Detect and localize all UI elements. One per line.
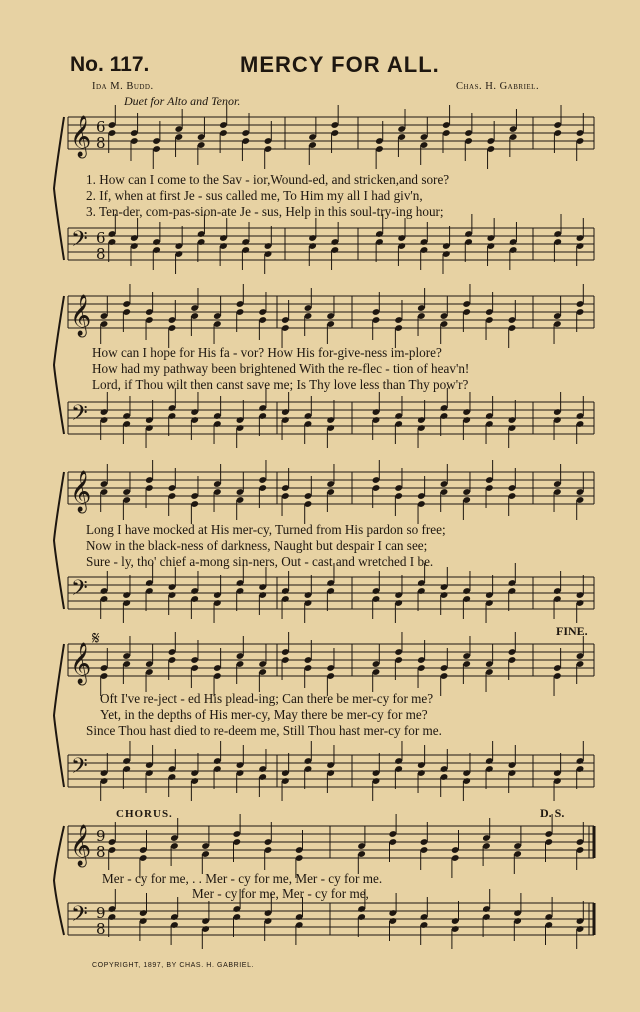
verse-1-line-4: Oft I've re-ject - ed His plead-ing; Can there be mer-cy for me? — [100, 691, 434, 706]
time-signature-denominator: 8 — [96, 843, 106, 861]
system-brace — [54, 117, 64, 260]
composer-credit: Chas. H. Gabriel. — [456, 81, 540, 92]
treble-clef-icon: 𝄞 — [70, 295, 92, 336]
performance-direction: Duet for Alto and Tenor. — [124, 94, 241, 108]
time-signature-numerator: 6 — [96, 118, 106, 136]
verse-1-line-3: Long I have mocked at His mer-cy, Turned from His pardon so free; — [86, 522, 446, 537]
dal-segno-marking: D. S. — [540, 806, 565, 820]
hymn-number: No. 117. — [70, 53, 150, 76]
treble-clef-icon: 𝄞 — [70, 643, 92, 684]
verse-3-line-1: 3. Ten-der, com-pas-sion-ate Je - sus, Help in this soul-try-ing hour; — [86, 204, 444, 219]
treble-clef-icon: 𝄞 — [70, 471, 92, 512]
time-signature-denominator: 8 — [96, 245, 106, 263]
time-signature-denominator: 8 — [96, 134, 106, 152]
verse-3-line-3: Sure - ly, tho' chief a-mong sin-ners, Out - cast and wretched I be. — [86, 554, 434, 569]
lyricist-credit: Ida M. Budd. — [92, 81, 154, 92]
system-brace — [54, 296, 64, 434]
verse-2-line-4: Yet, in the depths of His mer-cy, May there be mer-cy for me? — [100, 707, 428, 722]
hymn-title: MERCY FOR ALL. — [240, 52, 440, 77]
verse-3-line-4: Since Thou hast died to re-deem me, Still Thou hast mer-cy for me. — [86, 723, 442, 738]
bass-clef-icon: 𝄢 — [71, 401, 88, 431]
system-brace — [54, 644, 64, 787]
segno-sign: 𝄋 — [92, 628, 100, 648]
bass-clef-icon: 𝄢 — [71, 754, 88, 784]
time-signature-numerator: 9 — [96, 827, 106, 845]
verse-2-line-1: 2. If, when at first Je - sus called me, To Him my all I had giv'n, — [86, 188, 423, 203]
treble-clef-icon: 𝄞 — [70, 825, 92, 866]
verse-1-line-1: 1. How can I come to the Sav - ior,Wound-ed, and stricken,and sore? — [86, 172, 450, 187]
bass-clef-icon: 𝄢 — [71, 902, 88, 932]
verse-2-line-3: Now in the black-ness of darkness, Naught but despair I can see; — [86, 538, 428, 553]
chorus-label: CHORUS. — [116, 808, 173, 820]
bass-clef-icon: 𝄢 — [71, 576, 88, 606]
system-brace — [54, 826, 64, 935]
copyright-notice: COPYRIGHT, 1897, BY CHAS. H. GABRIEL. — [92, 962, 255, 969]
time-signature-numerator: 9 — [96, 904, 106, 922]
verse-1-line-2: How can I hope for His fa - vor? How His for-give-ness im-plore? — [92, 345, 442, 360]
time-signature-numerator: 6 — [96, 229, 106, 247]
treble-clef-icon: 𝄞 — [70, 116, 92, 157]
chorus-lower-lyric: Mer - cy for me, Mer - cy for me, — [192, 886, 369, 901]
bass-clef-icon: 𝄢 — [71, 227, 88, 257]
system-brace — [54, 472, 64, 609]
verse-3-line-2: Lord, if Thou wilt then canst save me; Is Thy love less than Thy pow'r? — [92, 377, 469, 392]
verse-2-line-2: How had my pathway been brightened With the re-flec - tion of heav'n! — [92, 361, 470, 376]
fine-marking: FINE. — [556, 624, 588, 638]
time-signature-denominator: 8 — [96, 920, 106, 938]
chorus-upper-lyric: Mer - cy for me, . . Mer - cy for me, Mer - cy for me. — [102, 871, 383, 886]
